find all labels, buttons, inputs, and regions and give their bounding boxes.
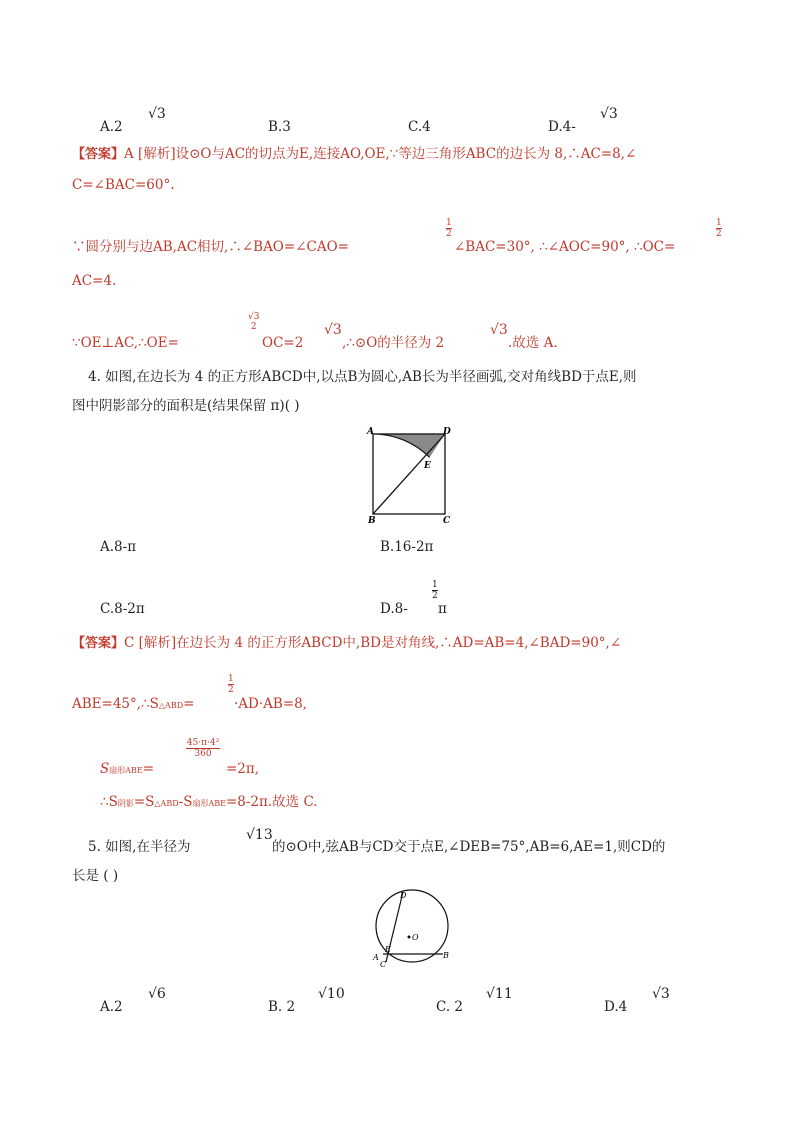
q3-answer-line4: AC=4. <box>72 273 117 289</box>
q3-answer-line5d: .故选 A. <box>508 335 558 351</box>
q4-answer-line4: ∴S阴影=S△ABD-S扇形ABE=8-2π.故选 C. <box>100 794 318 810</box>
q4-stem-line2: 图中阴影部分的面积是(结果保留 π)( ) <box>72 398 300 414</box>
q4-sector-frac: $\frac{\text{45·π·4²}}{360}$ <box>186 738 220 759</box>
q4-option-b: B.16-2π <box>380 539 434 555</box>
q5-label-e: E <box>385 945 391 954</box>
q4-label-c: C <box>443 516 451 525</box>
q4-option-c: C.8-2π <box>100 601 145 617</box>
q4-option-a: A.8-π <box>100 539 137 555</box>
q5-stem-line1b: 的⊙O中,弦AB与CD交于点E,∠DEB=75°,AB=6,AE=1,则CD的 <box>272 839 666 855</box>
q5-stem-line1a: 5. 如图,在半径为 <box>88 839 191 855</box>
q5-label-o: O <box>412 933 419 942</box>
answer-tag: 【答案】 <box>72 147 125 162</box>
q5-stem-line2: 长是 ( ) <box>72 868 119 884</box>
q5-center-point <box>408 936 411 939</box>
q3-answer-line3: ∵圆分别与边AB,AC相切,∴∠BAO=∠CAO= <box>72 239 349 255</box>
q4-answer-frac: $\frac{1}{2}$ <box>228 674 234 695</box>
q4-option-d-frac: $\frac{1}{2}$ <box>432 580 438 601</box>
q4-option-d: D.8- <box>380 601 408 617</box>
q4-label-d: D <box>443 427 451 437</box>
q5-stem-radical: √13 <box>246 827 273 843</box>
q5-option-c: C. 2 <box>436 999 464 1015</box>
q4-answer-line3: S扇形ABE= <box>100 761 155 777</box>
q3-answer-line2: C=∠BAC=60°. <box>72 177 175 193</box>
q3-radical-a: √3 <box>324 322 342 338</box>
q4-diagonal-bd <box>373 434 445 514</box>
q4-label-e: E <box>424 461 431 471</box>
q3-option-a: A.2 <box>100 119 123 135</box>
q4-answer-line2: ABE=45°,∴S△ABD= <box>72 696 195 712</box>
q4-answer-line2c: ·AD·AB=8, <box>234 696 308 712</box>
q4-label-b: B <box>368 516 376 525</box>
q5-option-d: D.4 <box>604 999 628 1015</box>
q5-label-b: B <box>443 951 449 960</box>
q4-answer-text1: C [解析]在边长为 4 的正方形ABCD中,BD是对角线,∴AD=AB=4,∠BAD=90°,∠ <box>124 635 622 651</box>
q3-answer-line5c: ,∴⊙O的半径为 2 <box>342 335 445 351</box>
q3-answer-text1: A [解析]设⊙O与AC的切点为E,连接AO,OE,∵等边三角形ABC的边长为 8,∴AC=8,∠ <box>124 146 637 162</box>
q5-option-a: A.2 <box>100 999 123 1015</box>
q5-option-b: B. 2 <box>268 999 296 1015</box>
q4-stem-line1: 4. 如图,在边长为 4 的正方形ABCD中,以点B为圆心,AB长为半径画弧,交对角线BD于点E,则 <box>88 369 637 385</box>
q3-frac-sqrt3-2: √3 2 <box>248 312 260 332</box>
q4-answer-line1 <box>72 634 621 653</box>
q5-label-d: D <box>400 891 407 900</box>
q3-frac-half-1: $\frac{1}{2}$ <box>446 218 452 239</box>
q4-option-d-pi: π <box>438 601 447 617</box>
q3-answer-line5a: ∵OE⊥AC,∴OE= <box>72 335 179 351</box>
q3-frac-half-2: $\frac{1}{2}$ <box>716 218 722 239</box>
q5-option-a-radical: √6 <box>148 986 166 1002</box>
q3-option-d-radical: √3 <box>600 106 618 122</box>
q5-option-b-radical: √10 <box>318 986 345 1002</box>
q3-answer-line3b: ∠BAC=30°, ∴∠AOC=90°, ∴OC= <box>454 239 676 255</box>
q3-option-d: D.4- <box>548 119 576 135</box>
q3-option-c: C.4 <box>408 119 431 135</box>
q4-answer-line3-result: =2π, <box>226 761 260 777</box>
q5-label-a: A <box>373 953 379 962</box>
q3-option-a-radical: √3 <box>148 106 166 122</box>
q5-circle-figure <box>368 888 456 968</box>
q4-label-a: A <box>367 427 374 437</box>
q5-label-c: C <box>380 960 387 968</box>
q4-square-figure <box>365 425 455 525</box>
q3-answer-line5b: OC=2 <box>262 335 304 351</box>
q5-option-c-radical: √11 <box>486 986 513 1002</box>
q3-option-b: B.3 <box>268 119 291 135</box>
q5-option-d-radical: √3 <box>652 986 670 1002</box>
answer-tag: 【答案】 <box>72 636 125 651</box>
q3-radical-b: √3 <box>490 322 508 338</box>
q3-answer-line1 <box>72 145 636 164</box>
